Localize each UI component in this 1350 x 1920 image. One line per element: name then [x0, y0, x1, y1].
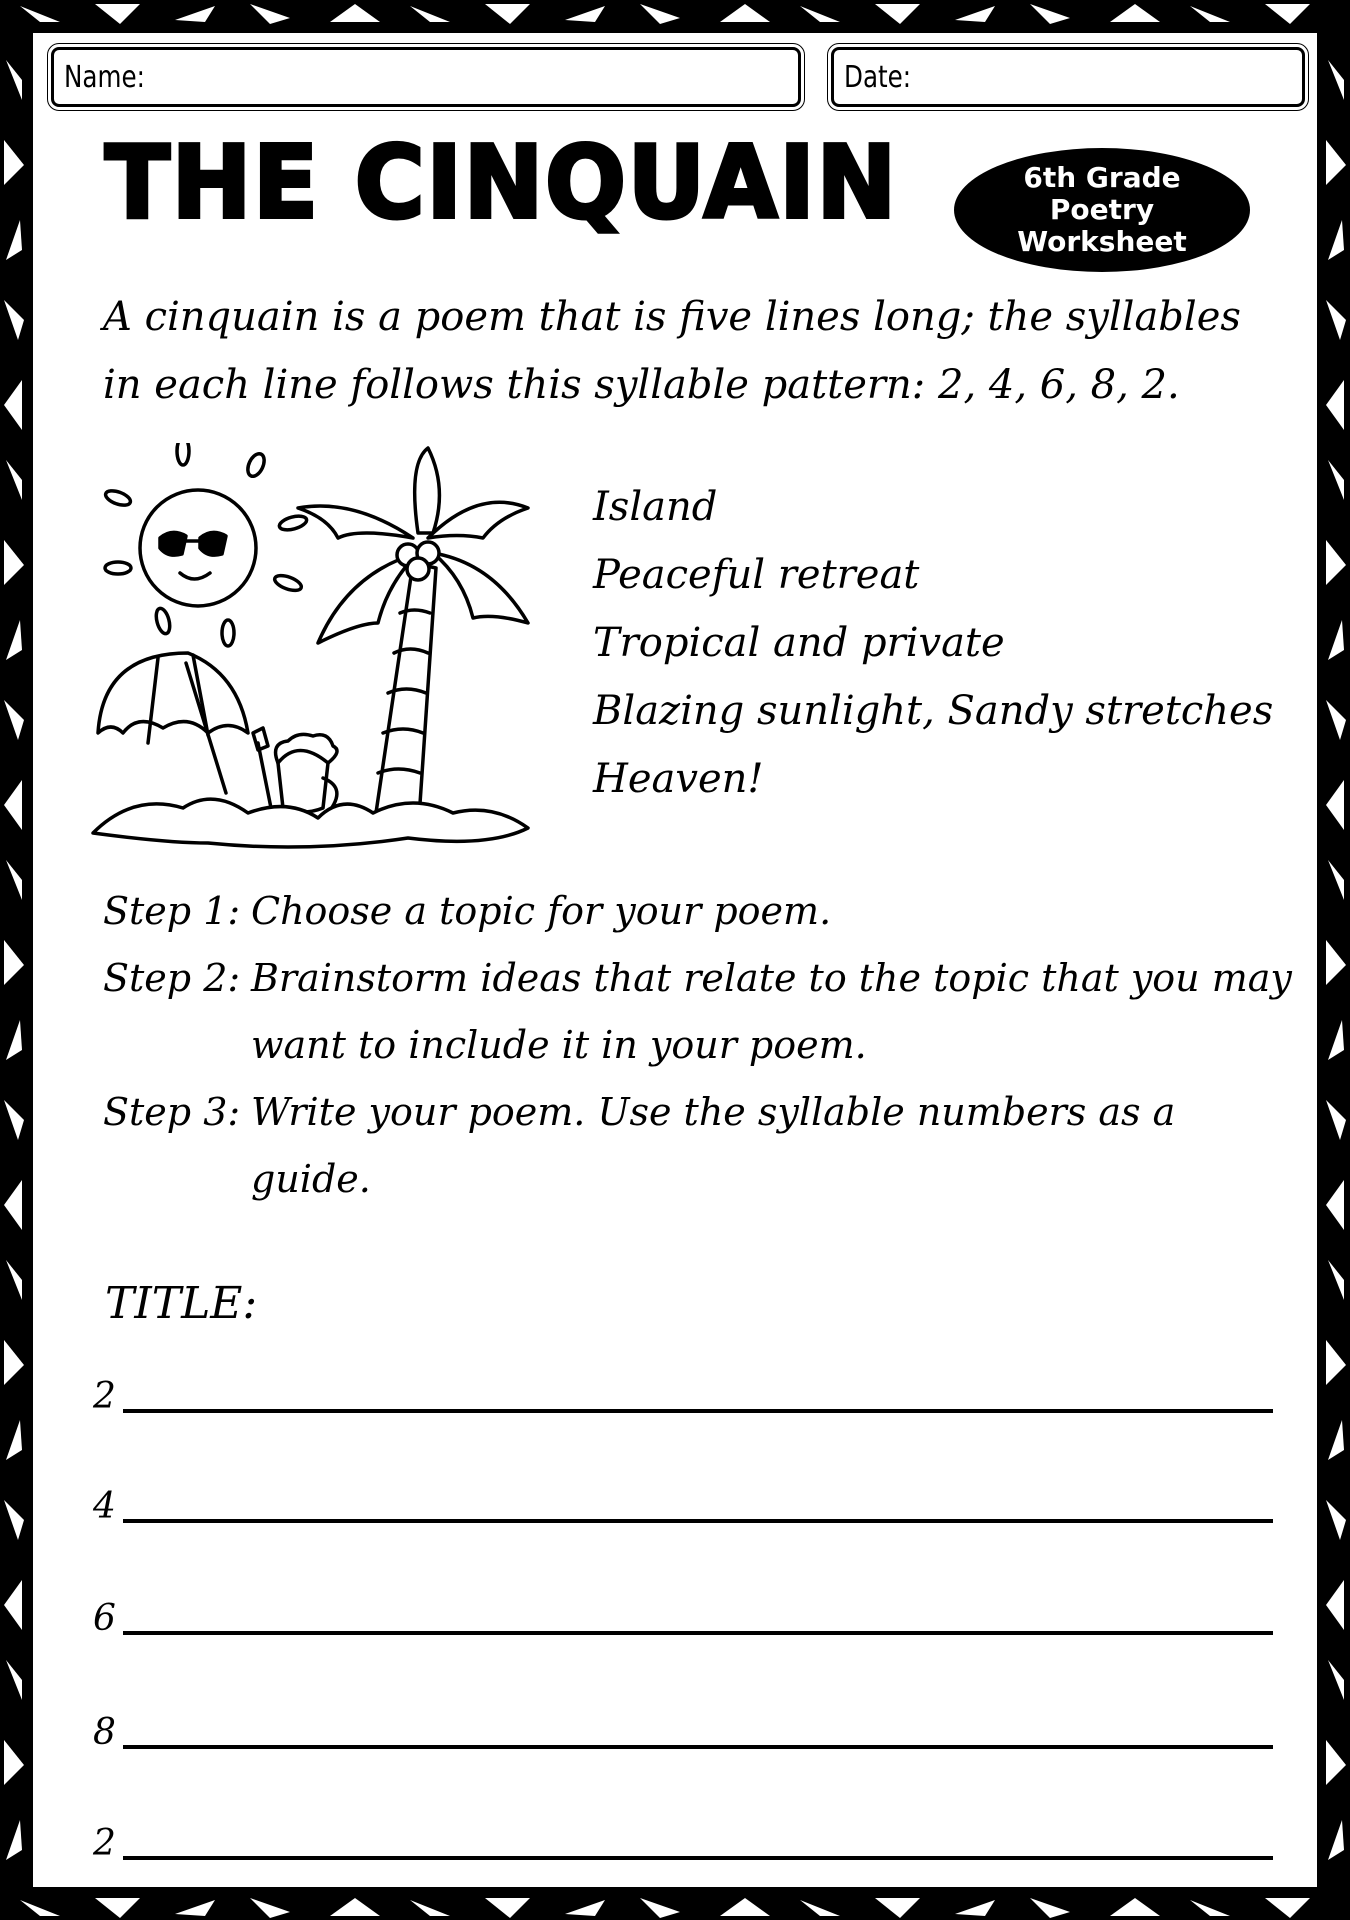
step-3 [103, 1079, 1293, 1213]
writing-line[interactable] [93, 1575, 1273, 1639]
badge-line-1: 6th Grade [1023, 161, 1181, 194]
name-field[interactable] [51, 47, 801, 107]
step-text: Brainstorm ideas that relate to the topic that you may want to include it in your poem. [251, 956, 1292, 1067]
sand-bucket-icon [253, 728, 337, 818]
writing-line[interactable] [93, 1463, 1273, 1527]
writing-line[interactable] [93, 1353, 1273, 1417]
date-field[interactable] [831, 47, 1305, 107]
syllable-count: 4 [93, 1486, 116, 1527]
writing-rule [123, 1519, 1273, 1523]
name-label: Name: [64, 60, 145, 95]
palm-tree-icon [298, 448, 528, 833]
syllable-count: 6 [93, 1598, 116, 1639]
poem-line: Island [593, 484, 718, 530]
syllable-count: 2 [93, 1823, 116, 1864]
poem-title-label: TITLE: [105, 1278, 258, 1329]
date-label: Date: [844, 60, 912, 95]
worksheet-sheet [28, 28, 1322, 1892]
beach-umbrella-icon [98, 653, 248, 793]
step-label: Step 2: [103, 956, 241, 1000]
step-label: Step 3: [103, 1090, 241, 1134]
worksheet-title: THE CINQUAIN [105, 124, 899, 241]
poem-line: Blazing sunlight, Sandy stretches [593, 688, 1274, 734]
step-text: Write your poem. Use the syllable numbers as a guide. [251, 1090, 1176, 1201]
steps-list [103, 878, 1293, 1213]
syllable-count: 2 [93, 1376, 116, 1417]
writing-line[interactable] [93, 1800, 1273, 1864]
syllable-count: 8 [93, 1712, 116, 1753]
writing-line[interactable] [93, 1689, 1273, 1753]
intro-text: A cinquain is a poem that is five lines long; the syllables in each line follows this syllable pattern: 2, 4, 6, 8, 2. [103, 294, 1241, 408]
writing-rule [123, 1856, 1273, 1860]
poem-line: Heaven! [593, 756, 764, 802]
example-poem [593, 473, 1273, 813]
sun-icon [104, 443, 308, 646]
badge-line-2: Poetry [1049, 193, 1155, 226]
writing-rule [123, 1745, 1273, 1749]
poem-line: Peaceful retreat [593, 552, 920, 598]
beach-illustration [88, 443, 568, 853]
writing-rule [123, 1631, 1273, 1635]
grade-badge [954, 148, 1250, 272]
step-1 [103, 878, 1293, 945]
step-label: Step 1: [103, 889, 241, 933]
badge-line-3: Worksheet [1017, 225, 1187, 258]
writing-rule [123, 1409, 1273, 1413]
step-2 [103, 945, 1293, 1079]
step-text: Choose a topic for your poem. [251, 889, 832, 933]
poem-line: Tropical and private [593, 620, 1005, 666]
